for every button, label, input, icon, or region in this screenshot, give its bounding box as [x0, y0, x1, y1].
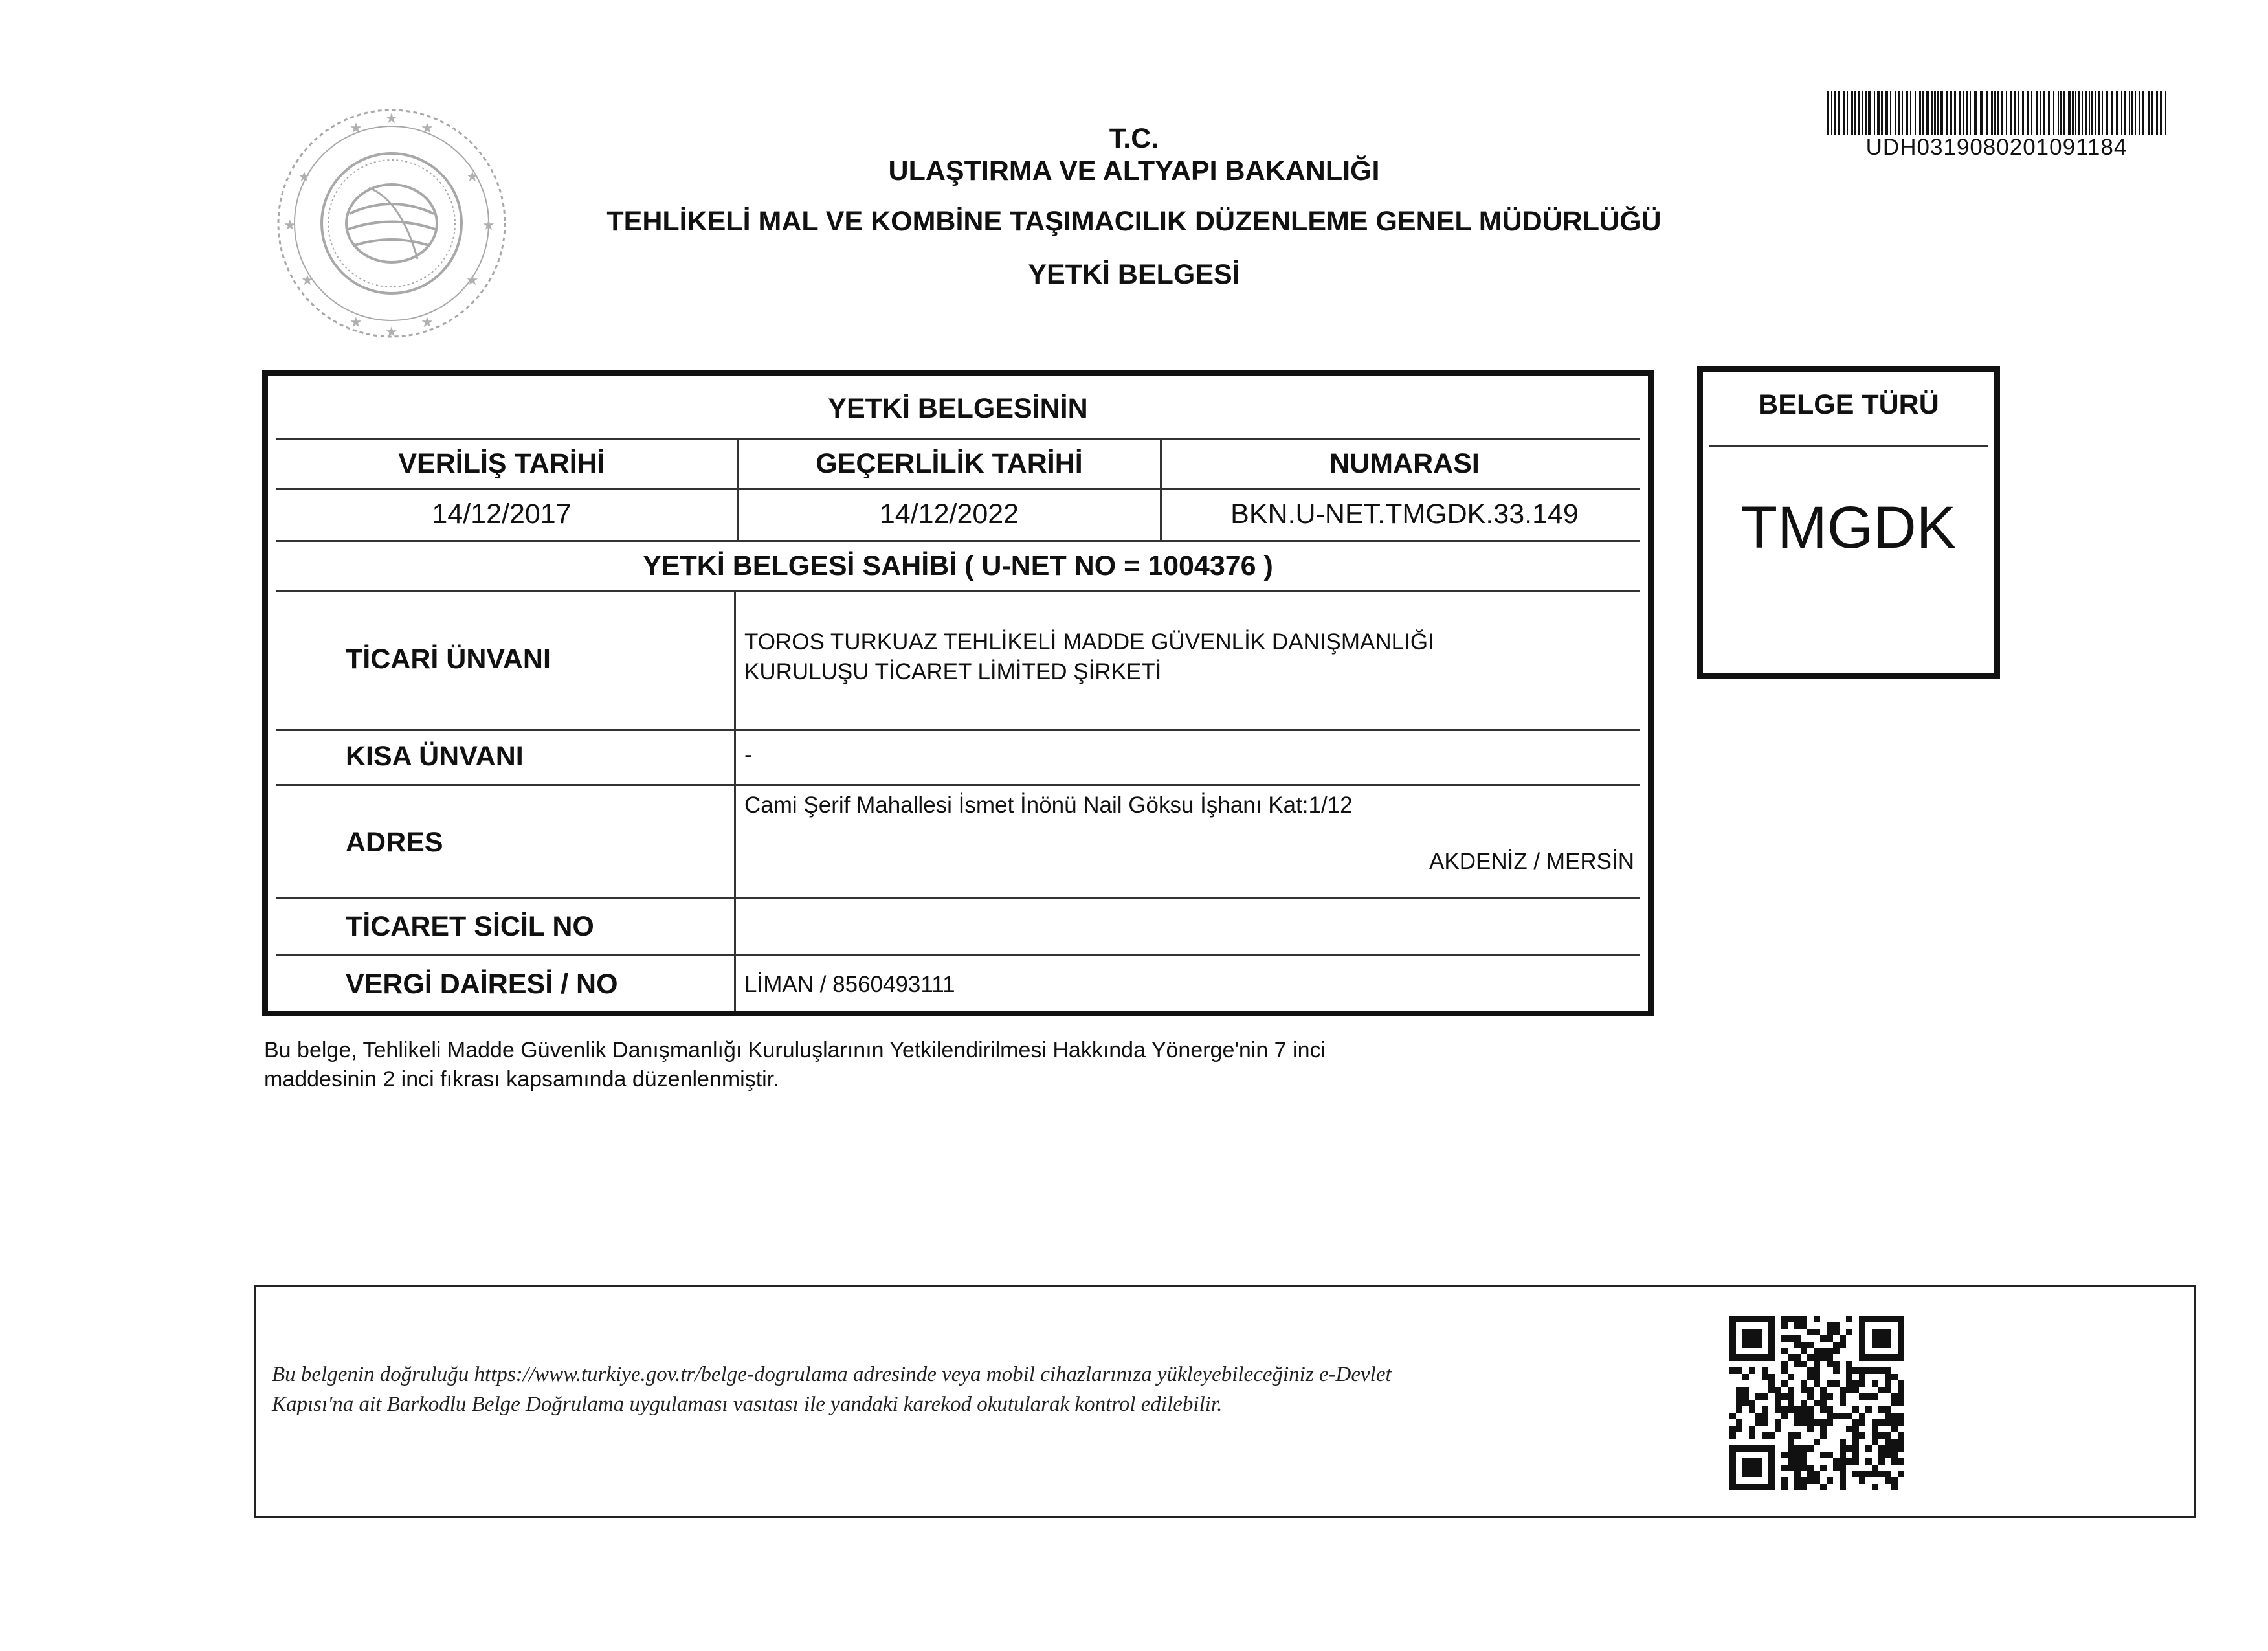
holder-section-title: YETKİ BELGESİ SAHİBİ ( U-NET NO = 1004376 ) [643, 550, 1273, 581]
validity-date-value: 14/12/2022 [879, 498, 1019, 530]
barcode [1827, 91, 2166, 135]
svg-text:★: ★ [421, 120, 434, 137]
certificate-table [262, 370, 1654, 1016]
svg-text:★: ★ [421, 315, 434, 331]
verification-line-1: Bu belgenin doğruluğu https://www.turkiye.gov.tr/belge-dogrulama adresinde veya mobil cihazlarınıza yükleyebileceğiniz e-Devlet [272, 1363, 1392, 1386]
tax-label: VERGİ DAİRESİ / NO [346, 968, 618, 1000]
document-type-value: TMGDK [1740, 494, 1957, 561]
legal-note-line-2: maddesinin 2 inci fıkrası kapsamında düzenlenmiştir. [264, 1067, 779, 1092]
trade-name-line-2: KURULUŞU TİCARET LİMİTED ŞİRKETİ [744, 659, 1162, 684]
registry-label: TİCARET SİCİL NO [346, 910, 594, 942]
svg-text:★: ★ [385, 324, 398, 341]
header-document-title: YETKİ BELGESİ [1028, 259, 1240, 290]
svg-text:★: ★ [350, 315, 362, 331]
document-type-box [1697, 366, 2000, 679]
legal-note-line-1: Bu belge, Tehlikeli Madde Güvenlik Danışmanlığı Kuruluşlarının Yetkilendirilmesi Hakkında Yönerge'nin 7 inci [264, 1038, 1326, 1062]
trade-name-value [744, 627, 1434, 687]
svg-text:★: ★ [385, 111, 398, 127]
section-title: YETKİ BELGESİNİN [828, 392, 1088, 424]
header-tc: T.C. [1109, 123, 1159, 154]
verification-text [272, 1360, 1709, 1419]
svg-text:★: ★ [466, 273, 479, 289]
tax-value: LİMAN / 8560493111 [744, 972, 955, 997]
document-type-label: BELGE TÜRÜ [1758, 388, 1939, 420]
barcode-number: UDH0319080201091184 [1865, 135, 2128, 160]
address-label: ADRES [346, 826, 443, 858]
validity-date-header: GEÇERLİLİK TARİHİ [816, 447, 1083, 479]
header-directorate: TEHLİKELİ MAL VE KOMBİNE TAŞIMACILIK DÜZENLEME GENEL MÜDÜRLÜĞÜ [606, 206, 1662, 237]
short-name-label: KISA ÜNVANI [346, 741, 524, 772]
svg-text:★: ★ [298, 169, 311, 185]
svg-text:★: ★ [466, 169, 479, 185]
short-name-value: - [744, 742, 752, 767]
svg-text:★: ★ [482, 218, 495, 234]
verification-line-2: Kapısı'na ait Barkodlu Belge Doğrulama uygulaması vasıtası ile yandaki karekod okutularak kontrol edilebilir. [272, 1393, 1223, 1416]
address-city: AKDENİZ / MERSİN [1429, 849, 1634, 874]
legal-note [264, 1036, 1753, 1094]
address-line: Cami Şerif Mahallesi İsmet İnönü Nail Göksu İşhanı Kat:1/12 [744, 792, 1353, 818]
qr-code[interactable] [1729, 1316, 1904, 1490]
number-header: NUMARASI [1329, 447, 1480, 479]
svg-text:★: ★ [284, 218, 296, 234]
svg-text:★: ★ [301, 273, 314, 289]
svg-text:★: ★ [350, 120, 362, 137]
trade-name-label: TİCARİ ÜNVANI [346, 644, 551, 675]
trade-name-line-1: TOROS TURKUAZ TEHLİKELİ MADDE GÜVENLİK DANIŞMANLIĞI [744, 629, 1434, 655]
issue-date-value: 14/12/2017 [432, 498, 572, 530]
header-ministry: ULAŞTIRMA VE ALTYAPI BAKANLIĞI [888, 155, 1380, 186]
issue-date-header: VERİLİŞ TARİHİ [398, 447, 605, 479]
certificate-number-value: BKN.U-NET.TMGDK.33.149 [1230, 498, 1579, 530]
